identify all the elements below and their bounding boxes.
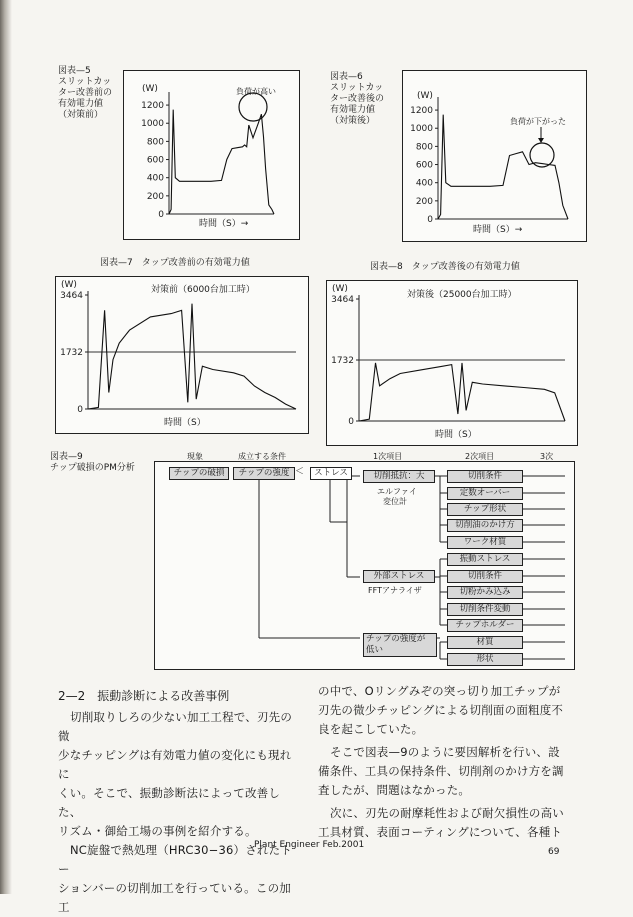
highlight-circle	[239, 93, 267, 121]
y-tick-label: 0	[348, 417, 354, 427]
article-line: 備条件、工具の保持条件、切削剤のかけ方を調	[318, 764, 564, 778]
y-tick-label: 200	[415, 196, 433, 207]
fig5-caption	[58, 66, 112, 121]
fig9-stress-box: ストレス	[310, 467, 352, 480]
fig9-header-phenomenon: 現象	[187, 452, 203, 461]
fig6-caption-line: ター改善後の	[330, 94, 385, 104]
article-line: 良を起こしていた。	[318, 722, 424, 736]
fig5-annotation: 負荷が高い	[236, 87, 276, 96]
fig6-annotation: 負荷が下がった	[510, 117, 566, 126]
fig9-secondary-item: チップホルダー	[447, 619, 523, 632]
y-tick-label: 1000	[141, 119, 164, 130]
fig9-secondary-item: 材質	[447, 636, 523, 649]
article-line: 次に、刃先の耐摩耗性および耐欠損性の高い	[330, 806, 564, 820]
fig9-primary-note: 変位計	[383, 497, 407, 506]
fig7-yunit: (W)	[61, 280, 77, 290]
fig5-caption-line: 図表—5	[58, 66, 91, 76]
fig9-primary-low-strength-line: チップの強度が	[366, 634, 426, 644]
fig7-frame	[55, 276, 309, 434]
page-edge-shadow	[0, 0, 12, 894]
article-heading: 2—2 振動診断による改善事例	[58, 689, 230, 703]
fig9-caption-line: 図表—9	[50, 452, 83, 462]
y-tick-label: 1732	[331, 356, 354, 366]
y-tick-label: 0	[158, 210, 164, 220]
fig9-primary-low-strength	[363, 633, 437, 657]
fig7-subtitle: 対策前（6000台加工時）	[151, 285, 255, 295]
fig7-xlabel: 時間（S）	[164, 418, 206, 428]
fig9-header-condition: 成立する条件	[238, 452, 286, 461]
fig9-frame	[154, 452, 575, 670]
fig7-caption: 図表—7 タップ改善前の有効電力値	[100, 258, 250, 268]
y-tick-label: 400	[415, 178, 433, 189]
fig6-yunit: (W)	[417, 91, 433, 101]
series-line	[438, 115, 568, 219]
y-tick-label: 0	[427, 215, 433, 225]
fig8-caption: 図表—8 タップ改善後の有効電力値	[370, 262, 520, 272]
fig9-primary-low-strength-line: 低い	[366, 645, 384, 655]
fig9-header-tertiary: 3次	[540, 452, 554, 461]
fig9-secondary-item: 切削油のかけ方	[447, 519, 523, 532]
fig9-secondary-item: 切粉かみ込み	[447, 586, 523, 599]
article-line: ションバーの切削加工を行っている。この加工	[58, 881, 291, 914]
fig9-primary-external-stress: 外部ストレス	[363, 570, 435, 583]
fig9-header-secondary: 2次項目	[465, 452, 495, 461]
fig5-caption-line: （対策前）	[58, 110, 104, 120]
y-tick-label: 800	[415, 142, 433, 153]
y-tick-label: 1200	[141, 101, 164, 112]
article-line: そこで図表—9のように要因解析を行い、設	[330, 745, 560, 759]
fig9-header-primary: 1次項目	[373, 452, 403, 461]
article-line: 少なチッピングは有効電力値の変化にも現れに	[58, 748, 292, 781]
fig5-xlabel: 時間（S）→	[199, 219, 249, 229]
y-tick-label: 3464	[60, 291, 83, 301]
fig9-primary-cutting-force: 切削抵抗：大	[363, 470, 435, 483]
series-line	[169, 110, 274, 214]
y-tick-label: 1000	[410, 124, 433, 135]
fig8-yunit: (W)	[332, 284, 348, 294]
footer-page-number: 69	[548, 847, 560, 857]
fig6-caption-line: スリットカッ	[330, 83, 384, 93]
fig9-lt-symbol: ＜	[295, 467, 305, 477]
article-line: 刃先の微少チッピングによる切削面の面粗度不	[318, 703, 564, 717]
fig8-chart	[327, 281, 577, 445]
series-line	[359, 363, 565, 421]
fig9-secondary-item: 切削条件変動	[447, 603, 523, 616]
article-right-column	[318, 682, 583, 842]
y-tick-label: 800	[146, 137, 164, 148]
fig7-chart	[56, 277, 308, 433]
article-line: NC旋盤で熱処理（HRC30−36）されたトー	[58, 843, 293, 876]
y-tick-label: 1732	[60, 348, 83, 358]
fig9-secondary-item: 切削条件	[447, 570, 523, 583]
fig6-caption	[330, 72, 384, 127]
fig9-phenomenon-box: チップの破損	[169, 467, 229, 480]
article-line: くい。そこで、振動診断法によって改善した、	[58, 786, 281, 819]
footer-journal: Plant Engineer Feb.2001	[254, 840, 365, 850]
series-line	[88, 304, 296, 409]
y-tick-label: 600	[415, 160, 433, 171]
y-tick-label: 200	[146, 191, 164, 202]
fig5-frame	[123, 70, 300, 240]
fig8-xlabel: 時間（S）	[435, 430, 477, 440]
fig9-secondary-item: 切削条件	[447, 470, 523, 483]
fig9-caption-line: チップ破損のPM分析	[50, 463, 135, 473]
fig9-secondary-item: ワーク材質	[447, 536, 523, 549]
fig6-xlabel: 時間（S）→	[473, 225, 523, 235]
fig5-caption-line: スリットカッ	[58, 77, 112, 87]
fig9-secondary-item: 形状	[447, 653, 523, 666]
fig9-secondary-item: 振動ストレス	[447, 553, 523, 566]
y-tick-label: 3464	[331, 295, 354, 305]
fig6-caption-line: 有効電力値	[330, 105, 376, 115]
fig9-primary-note: FFTアナライザ	[368, 586, 422, 595]
article-line: リズム・御給工場の事例を紹介する。	[58, 824, 257, 838]
fig5-caption-line: ター改善前の	[58, 88, 113, 98]
fig8-subtitle: 対策後（25000台加工時）	[407, 290, 517, 300]
y-tick-label: 0	[77, 405, 83, 415]
fig5-caption-line: 有効電力値	[58, 99, 104, 109]
fig8-frame	[326, 280, 578, 446]
y-tick-label: 1200	[410, 106, 433, 117]
article-line: 切削取りしろの少ない加工工程で、刃先の微	[58, 710, 293, 743]
article-line: の中で、Oリングみぞの突っ切り加工チップが	[318, 684, 561, 698]
article-left-column	[58, 708, 298, 917]
fig9-caption	[50, 452, 135, 474]
fig6-frame	[402, 70, 587, 242]
fig9-secondary-item: チップ形状	[447, 503, 523, 516]
fig9-condition-box: チップの強度	[233, 467, 295, 480]
annotation-arrowhead	[538, 138, 544, 143]
fig6-caption-line: （対策後）	[330, 116, 376, 126]
y-tick-label: 600	[146, 155, 164, 166]
fig6-caption-line: 図表—6	[330, 72, 363, 82]
fig5-yunit: (W)	[142, 84, 158, 94]
article-line: 査したが、問題はなかった。	[318, 783, 471, 797]
fig9-primary-note: エルファイ	[377, 487, 417, 496]
y-tick-label: 400	[146, 173, 164, 184]
fig9-secondary-item: 定数オーバー	[447, 487, 523, 500]
article-line: 工具材質、表面コーティングについて、各種ト	[318, 825, 563, 839]
